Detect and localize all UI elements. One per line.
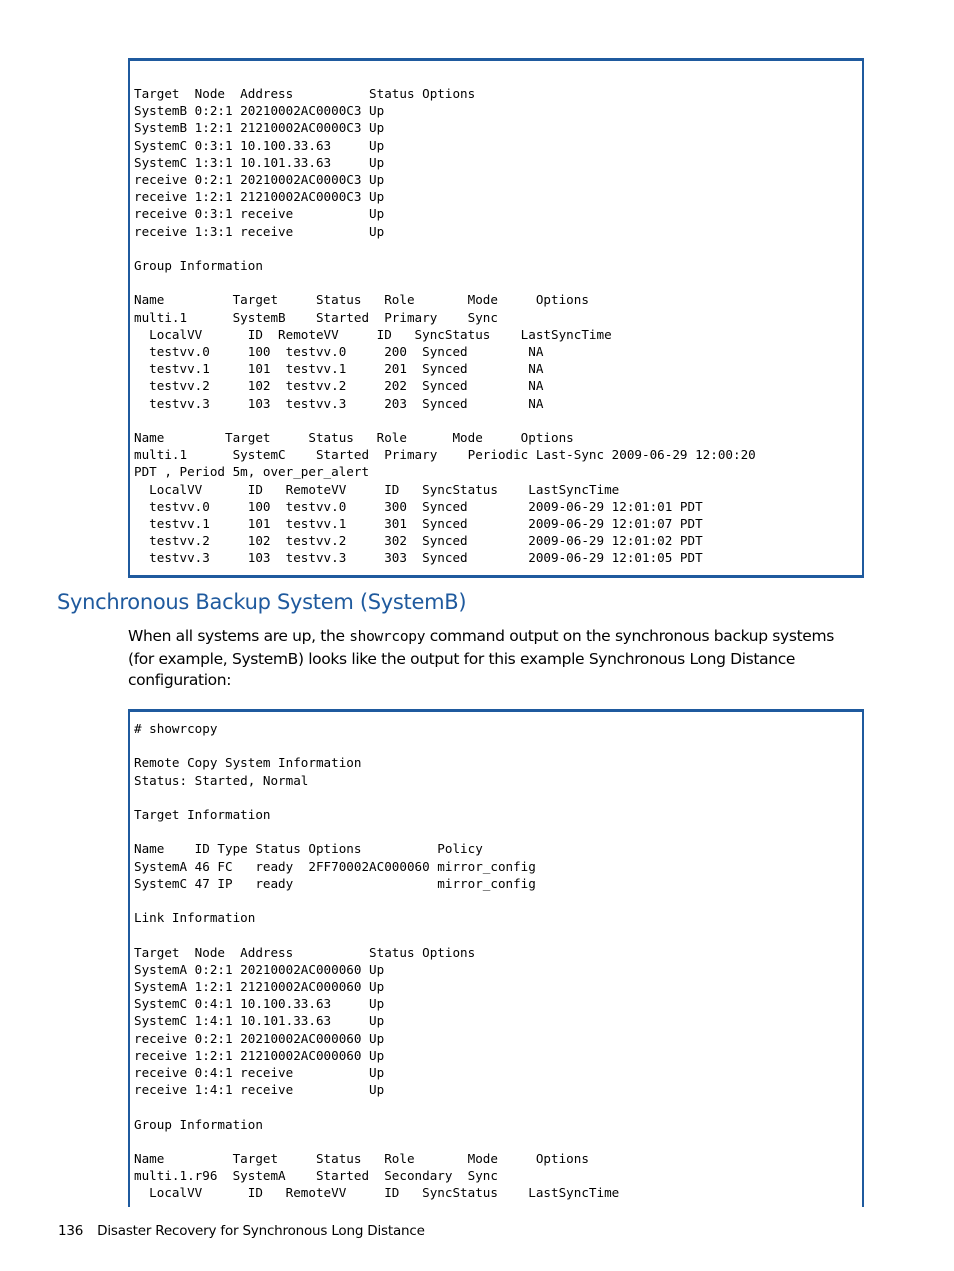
code-block-link-group-info <box>128 58 864 578</box>
code-text: Target Node Address Status Options SystemB 0:2:1 20210002AC0000C3 Up SystemB 1:2:1 21210002AC0000C3 Up SystemC 0:3:1 10.100.33.63 Up SystemC 1:3:1 10.101.33.63 Up receive 0:2:1 20210002AC0000C3 Up receive 1:2:1 21210002AC0000C3 Up receive 0:3:1 receive Up receive 1:3:1 receive Up Group Information Name Target Status Role Mode Options multi.1 SystemB Started Primary Sync LocalVV ID RemoteVV ID SyncStatus LastSyncTime testvv.0 100 testvv.0 200 Synced NA testvv.1 101 testvv.1 201 Synced NA testvv.2 102 testvv.2 202 Synced NA testvv.3 103 testvv.3 203 Synced NA Name Target Status Role Mode Options multi.1 SystemC Started Primary Periodic Last-Sync 2009-06-29 12:00:20 PDT , Period 5m, over_per_alert LocalVV ID RemoteVV ID SyncStatus LastSyncTime testvv.0 100 testvv.0 300 Synced 2009-06-29 12:01:01 PDT testvv.1 101 testvv.1 301 Synced 2009-06-29 12:01:07 PDT testvv.2 102 testvv.2 302 Synced 2009-06-29 12:01:02 PDT testvv.3 103 testvv.3 303 Synced 2009-06-29 12:01:05 PDT <box>134 86 756 566</box>
code-text: # showrcopy Remote Copy System Information Status: Started, Normal Target Information Name ID Type Status Options Policy SystemA 46 FC ready 2FF70002AC000060 mirror_config SystemC 47 IP ready mirror_config Link Information Target Node Address Status Options SystemA 0:2:1 20210002AC000060 Up SystemA 1:2:1 21210002AC000060 Up SystemC 0:4:1 10.100.33.63 Up SystemC 1:4:1 10.101.33.63 Up receive 0:2:1 20210002AC000060 Up receive 1:2:1 21210002AC000060 Up receive 0:4:1 receive Up receive 1:4:1 receive Up Group Information Name Target Status Role Mode Options multi.1.r96 SystemA Started Secondary Sync LocalVV ID RemoteVV ID SyncStatus LastSyncTime <box>134 721 620 1201</box>
code-block-showrcopy-output <box>128 709 864 1207</box>
paragraph-text-after: command output on the synchronous backup systems (for example, SystemB) looks like the output for this example Synchronous Long Distance configuration: <box>128 627 834 689</box>
page-number: 136 <box>58 1223 84 1239</box>
page-footer <box>58 1223 425 1239</box>
section-heading: Synchronous Backup System (SystemB) <box>57 590 467 614</box>
inline-command: showrcopy <box>349 629 426 645</box>
chapter-title: Disaster Recovery for Synchronous Long Distance <box>97 1223 425 1239</box>
body-paragraph <box>128 626 858 692</box>
paragraph-text-before: When all systems are up, the <box>128 627 350 645</box>
